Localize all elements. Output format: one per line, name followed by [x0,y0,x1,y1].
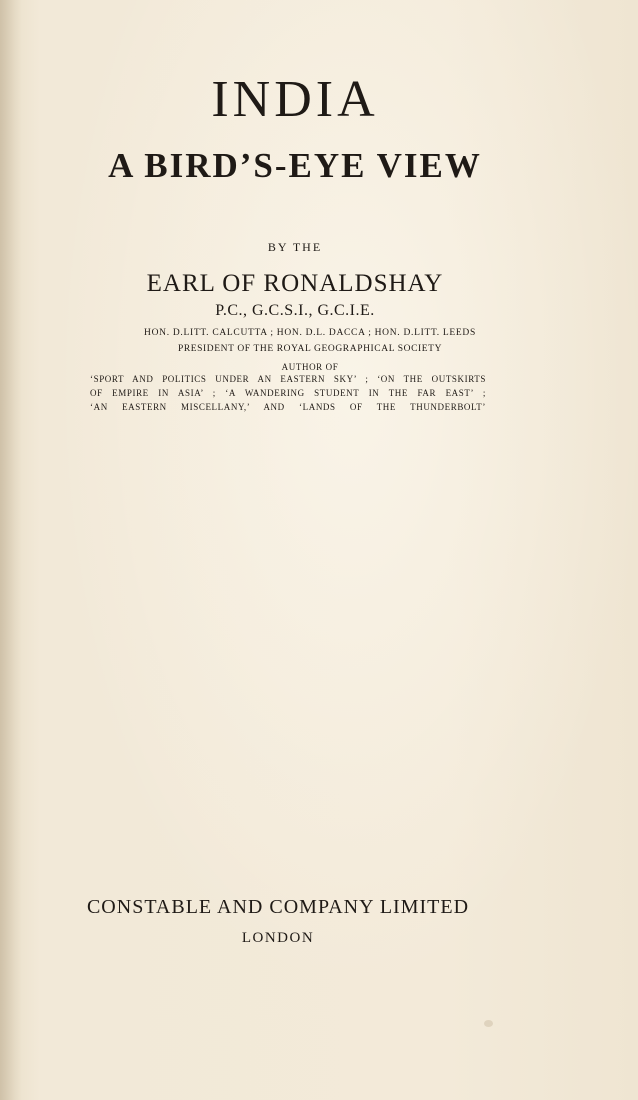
previous-works-line: ‘AN EASTERN MISCELLANY,’ AND ‘LANDS OF THE THUNDERBOLT’ [90,402,486,412]
author-of-label: AUTHOR OF [281,362,339,372]
book-title: INDIA [211,71,379,128]
previous-works-line: ‘SPORT AND POLITICS UNDER AN EASTERN SKY’ ; ‘ON THE OUTSKIRTS [90,374,486,384]
publisher-name: CONSTABLE AND COMPANY LIMITED [86,896,470,918]
author-honours: HON. D.LITT. CALCUTTA ; HON. D.L. DACCA ; HON. D.LITT. LEEDS [144,328,476,338]
author-postnominals: P.C., G.C.S.I., G.C.I.E. [215,302,375,319]
author-name: EARL OF RONALDSHAY [146,270,444,297]
by-line: BY THE [267,240,323,254]
paper-spot [484,1020,493,1027]
previous-works [90,372,486,414]
publisher-city: LONDON [241,930,315,946]
previous-works-line: OF EMPIRE IN ASIA’ ; ‘A WANDERING STUDENT IN THE FAR EAST’ ; [90,388,486,398]
book-subtitle: A BIRD’S-EYE VIEW [108,146,482,185]
author-position: PRESIDENT OF THE ROYAL GEOGRAPHICAL SOCIETY [177,344,443,354]
